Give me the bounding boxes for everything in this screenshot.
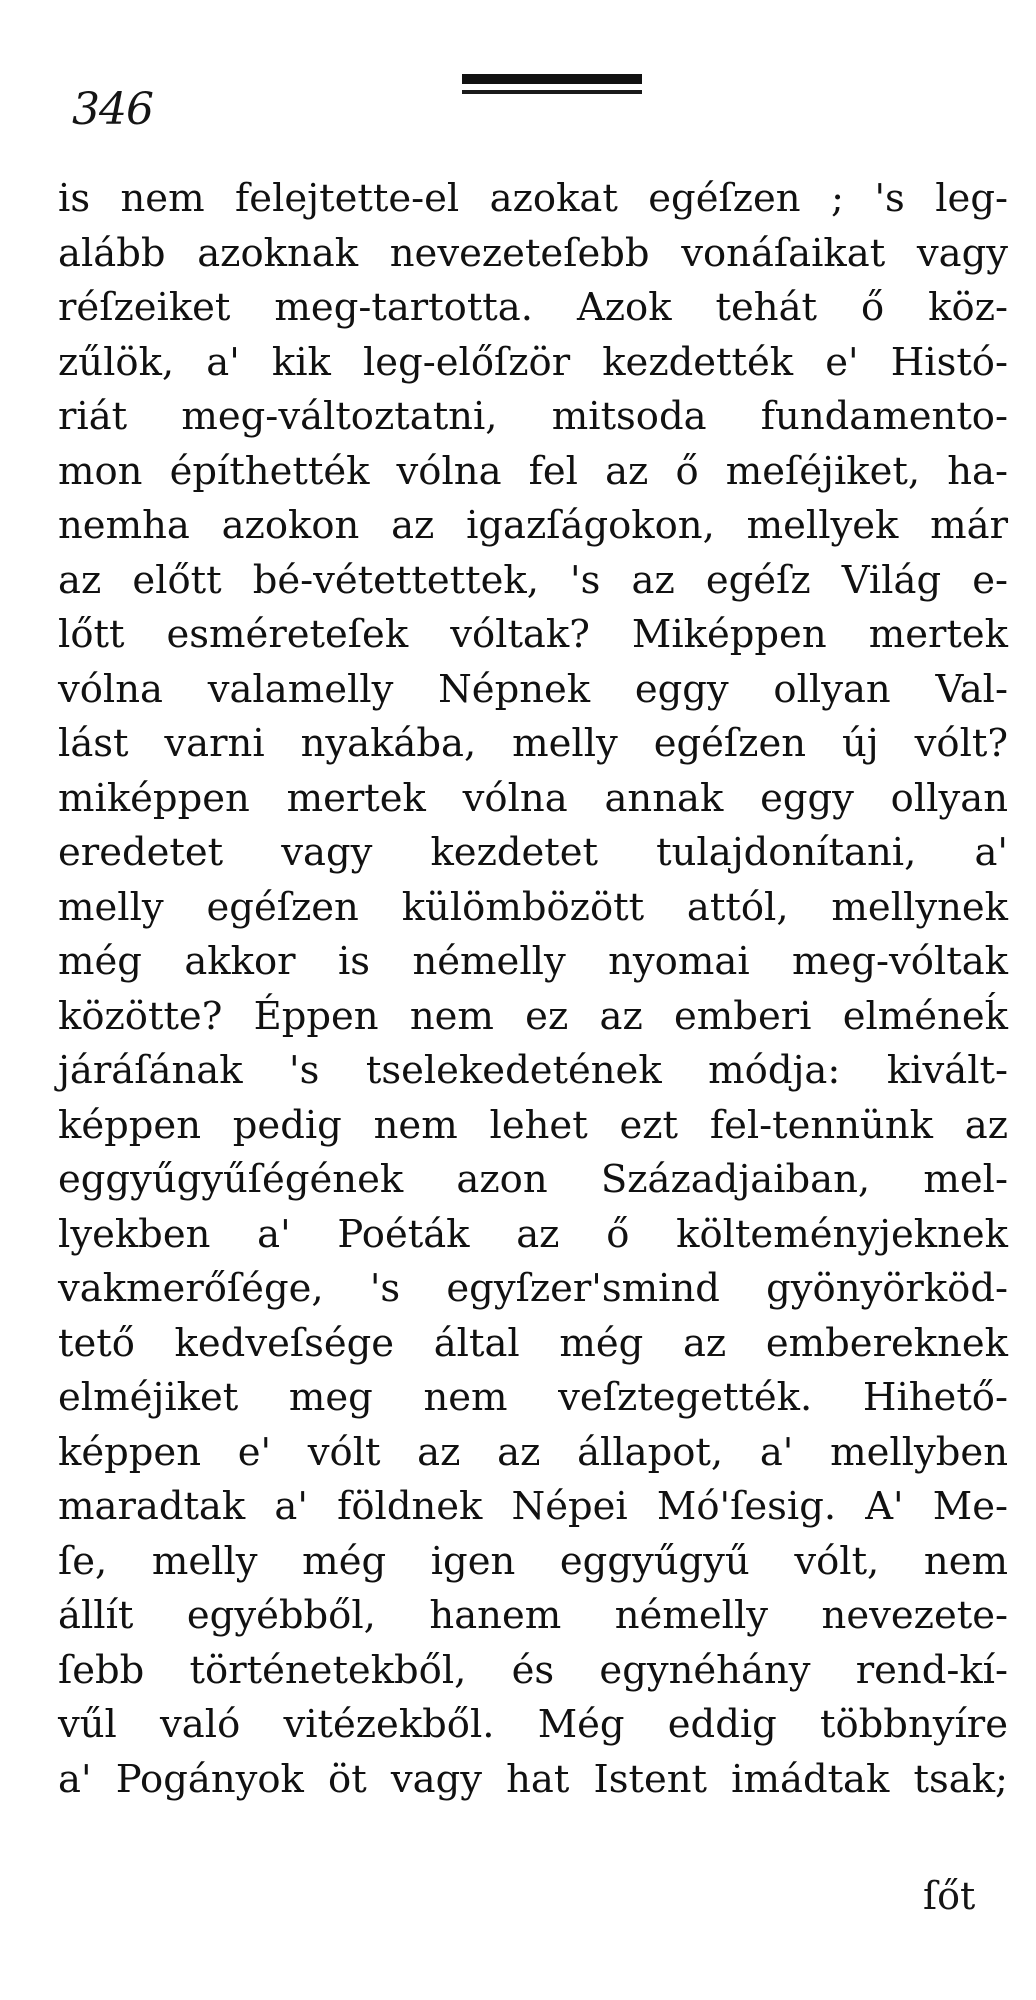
text-line: lyekben a' Poéták az ő költeményjeknek <box>58 1211 1008 1257</box>
text-line: réſzeiket meg-tartotta. Azok tehát ő köz- <box>58 285 1008 330</box>
text-line: elméjiket meg nem veſztegették. Hihető- <box>58 1375 1008 1420</box>
text-line: alább azoknak nevezeteſebb vonáſaikat vagy <box>58 230 1008 276</box>
text-line: tető kedveſsége által még az embereknek <box>58 1320 1008 1366</box>
text-line: ſebb történetekből, és egynéhány rend-kí- <box>58 1647 1008 1693</box>
header-rule <box>462 74 642 84</box>
text-line: még akkor is némelly nyomai meg-vóltak <box>58 939 1008 984</box>
text-line: melly egéſzen külömbözött attól, mellynek <box>58 884 1008 930</box>
text-line: vólna valamelly Népnek eggy ollyan Val- <box>58 666 1008 712</box>
text-line: eggyűgyűſégének azon Századjaiban, mel- <box>58 1157 1008 1202</box>
text-line: vűl való vitézekből. Még eddig többnyíre <box>58 1702 1008 1747</box>
text-line: képpen e' vólt az az állapot, a' mellyben <box>58 1429 1008 1475</box>
text-line: maradtak a' földnek Népei Mó'ſesig. A' Me- <box>58 1484 1008 1529</box>
text-line: lőtt esméreteſek vóltak? Miképpen mertek <box>58 612 1008 657</box>
text-line: állít egyébből, hanem némelly nevezete- <box>58 1593 1008 1638</box>
text-line: képpen pedig nem lehet ezt fel-tennünk az <box>58 1102 1008 1148</box>
catchword: ſőt <box>923 1874 976 1918</box>
text-line: eredetet vagy kezdetet tulajdonítani, a' <box>58 830 1008 875</box>
page-number: 346 <box>72 84 153 135</box>
text-line: mon építhették vólna fel az ő meſéjiket, ha- <box>58 448 1008 494</box>
text-line: az előtt bé-vétettettek, 's az egéſz Világ e- <box>58 557 1008 603</box>
text-line: zűlök, a' kik leg-előſzör kezdették e' Histó- <box>58 339 1008 385</box>
text-line: járáſának 's tselekedetének módja: kivált- <box>58 1048 1008 1093</box>
text-line: miképpen mertek vólna annak eggy ollyan <box>58 775 1008 821</box>
text-line: ſe, melly még igen eggyűgyű vólt, nem <box>58 1538 1008 1584</box>
header-rule-thin <box>462 90 642 94</box>
text-line: is nem felejtette-el azokat egéſzen ; 's leg- <box>58 176 1008 221</box>
text-line: a' Pogányok öt vagy hat Istent imádtak tsak; <box>58 1756 1008 1802</box>
body-text <box>58 172 1008 1807</box>
text-line: vakmerőſége, 's egyſzer'smind gyönyörköd- <box>58 1266 1008 1311</box>
text-line: közötte? Éppen nem ez az emberi elméneḱ <box>58 993 1008 1039</box>
text-line: lást varni nyakába, melly egéſzen új vólt? <box>58 721 1008 766</box>
text-line: nemha azokon az igazſágokon, mellyek már <box>58 503 1008 548</box>
text-line: riát meg-változtatni, mitsoda fundamento- <box>58 394 1008 439</box>
